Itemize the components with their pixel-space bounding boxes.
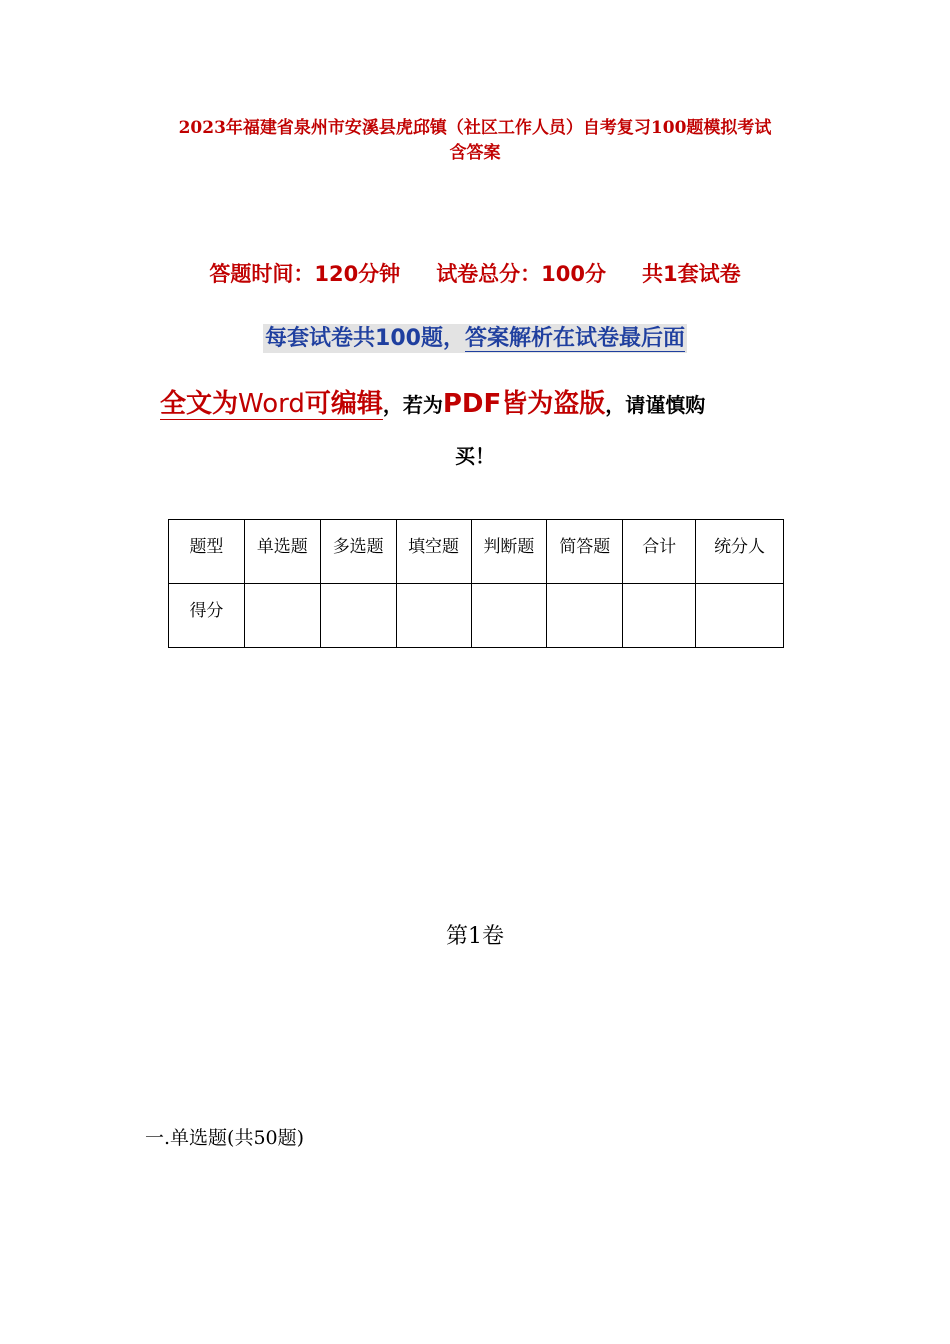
volume-title: 第1卷 [446,924,504,949]
warning-word: Word [238,389,305,419]
score-cell-total[interactable] [623,584,696,648]
document-title-line2: 含答案 [449,143,501,163]
notice-highlight [263,324,687,353]
exam-time: 答题时间：120分钟 [209,262,401,286]
document-title [140,116,810,166]
header-fill-blank: 填空题 [396,520,471,584]
warning-buy-carefully: 请谨慎购 [625,393,706,417]
header-total: 合计 [623,520,696,584]
score-cell-short-answer[interactable] [547,584,623,648]
header-question-type: 题型 [169,520,245,584]
score-table-score-row [169,584,784,648]
warning-comma-2: ， [605,393,626,417]
header-single-choice: 单选题 [244,520,320,584]
score-cell-fill-blank[interactable] [396,584,471,648]
warning-tail: 买！ [455,444,495,468]
warning-editable: 可编辑 [304,389,383,419]
notice-question-count: 每套试卷共100题， [265,326,465,351]
score-cell-single-choice[interactable] [244,584,320,648]
warning-lead: 全文为 [160,389,239,419]
score-table [168,519,784,648]
header-grader: 统分人 [696,520,784,584]
header-true-false: 判断题 [471,520,547,584]
document-title-line1: 2023年福建省泉州市安溪县虎邱镇（社区工作人员）自考复习100题模拟考试 [178,118,772,138]
score-cell-true-false[interactable] [471,584,547,648]
score-cell-grader[interactable] [696,584,784,648]
part-heading: 一.单选题(共50题) [145,1127,305,1149]
piracy-warning [160,384,800,425]
score-cell-multiple-choice[interactable] [320,584,396,648]
exam-set-count: 共1套试卷 [642,262,741,286]
score-table-header-row [169,520,784,584]
warning-if: 若为 [402,393,443,417]
notice-answer-location: 答案解析在试卷最后面 [464,326,685,351]
warning-comma-1: ， [382,393,403,417]
row-label-score: 得分 [169,584,245,648]
answer-notice [0,322,950,356]
editable-notice [160,389,383,420]
exam-info [0,258,950,290]
header-multiple-choice: 多选题 [320,520,396,584]
exam-total-score: 试卷总分：100分 [436,262,607,286]
header-short-answer: 简答题 [547,520,623,584]
warning-pdf-pirated: PDF皆为盗版 [442,389,606,419]
